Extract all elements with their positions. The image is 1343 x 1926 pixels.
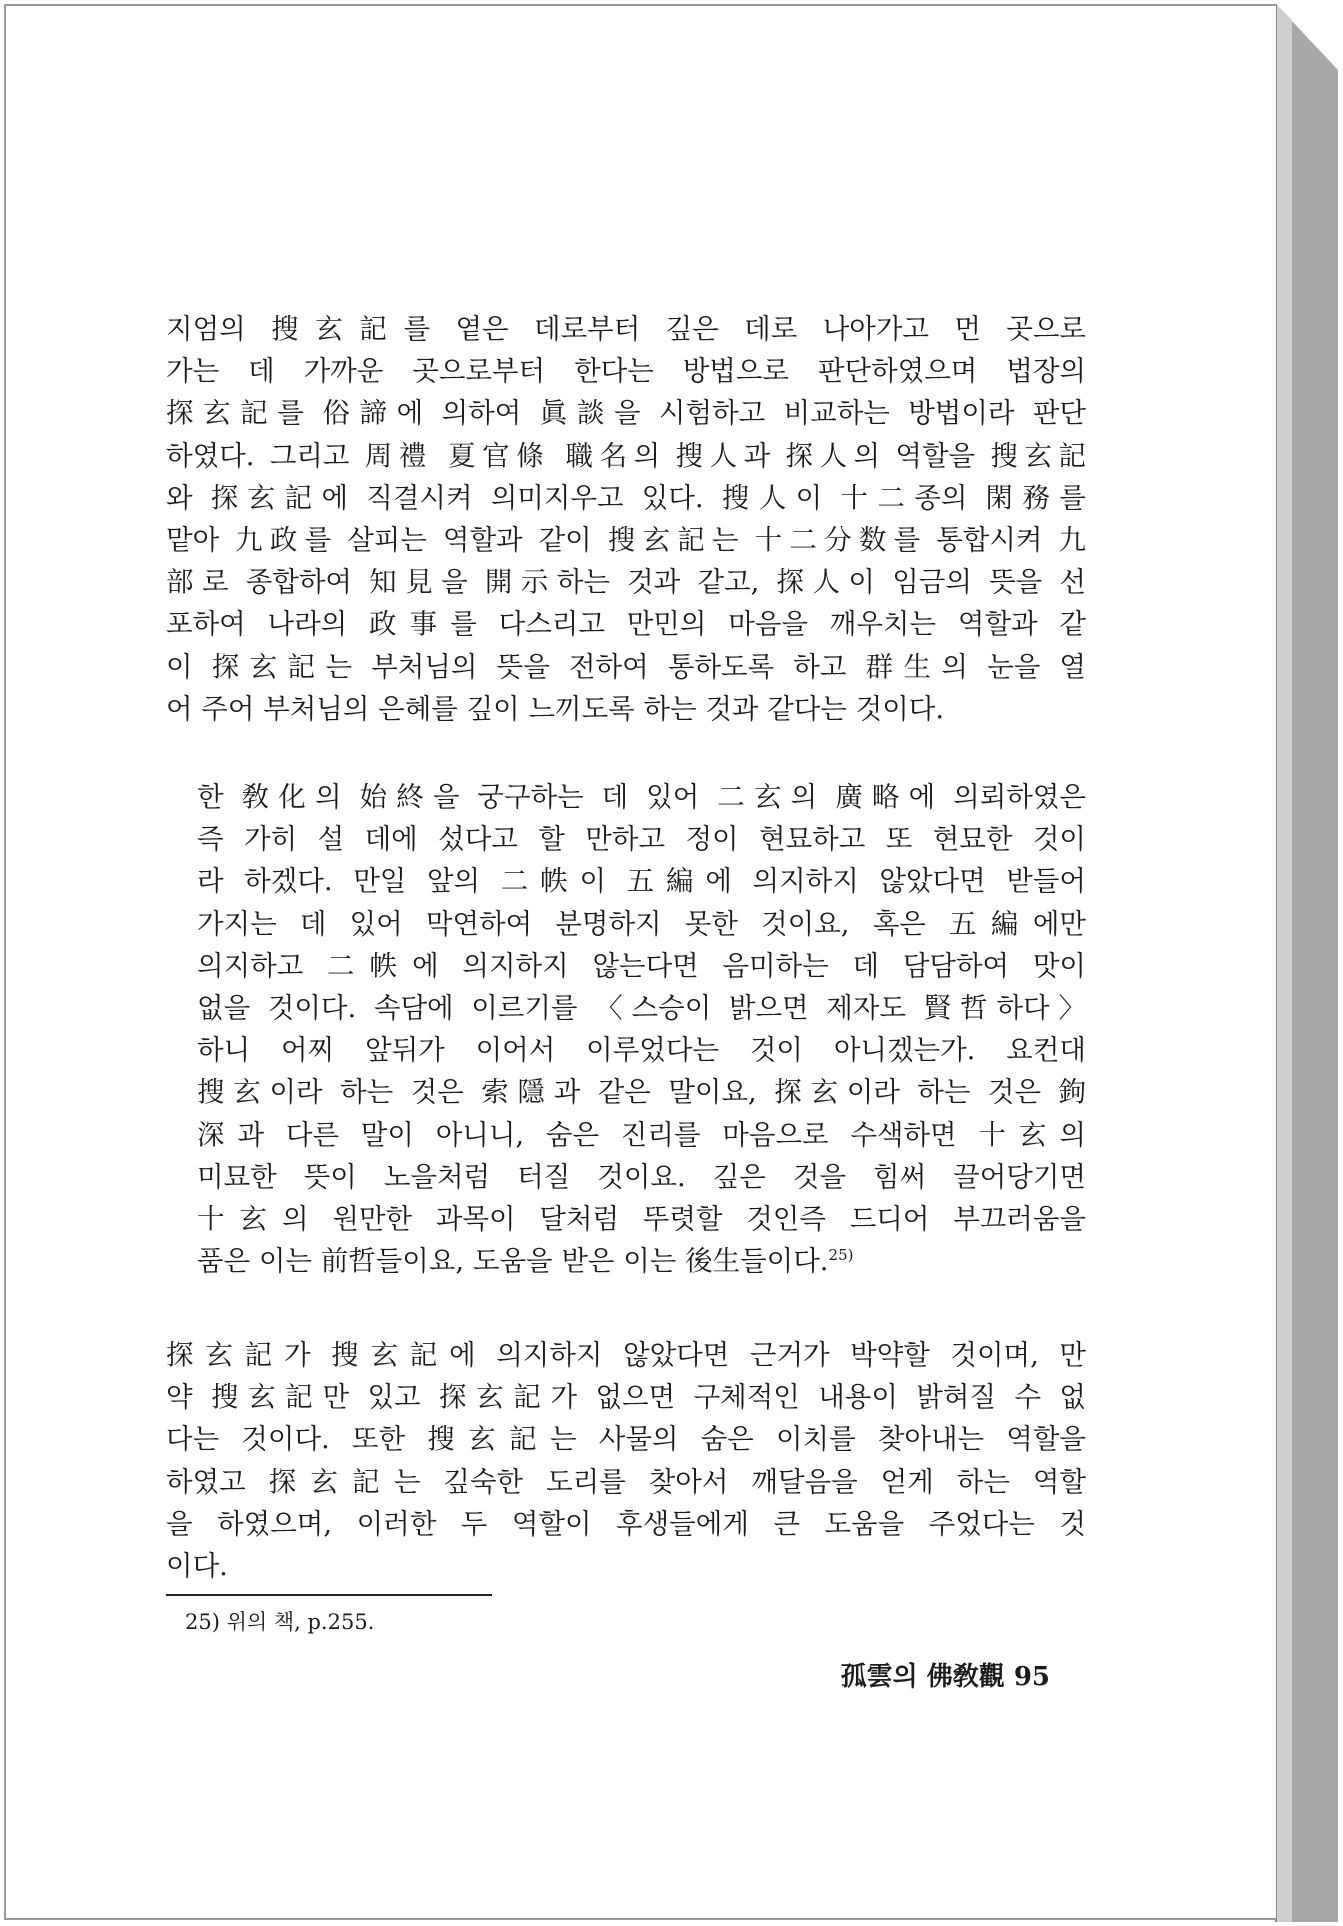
page-number: 95 <box>1013 1662 1050 1692</box>
text-line: 라 하겠다. 만일 앞의 二帙이 五編에 의지하지 않았다면 받들어 <box>197 865 1086 898</box>
text-line: 가는 데 가까운 곳으로부터 한다는 방법으로 판단하였으며 법장의 <box>166 355 1086 388</box>
text-line-content: 품은 이는 前哲들이요, 도움을 받은 이는 後生들이다. <box>197 1245 829 1278</box>
text-line: 이다. <box>166 1550 228 1583</box>
book-side-highlight <box>1276 4 1292 1922</box>
text-line: 가지는 데 있어 막연하여 분명하지 못한 것이요, 혹은 五編에만 <box>197 907 1086 940</box>
text-line: 探玄記가 搜玄記에 의지하지 않았다면 근거가 박약할 것이며, 만 <box>166 1339 1086 1371</box>
text-line: 하였다. 그리고 周禮 夏官條 職名의 搜人과 探人의 역할을 搜玄記 <box>166 439 1086 472</box>
text-line: 을 하였으며, 이러한 두 역할이 후생들에게 큰 도움을 주었다는 것 <box>166 1507 1086 1540</box>
paragraph-1 <box>166 308 1086 730</box>
text-line: 搜玄이라 하는 것은 索隱과 같은 말이요, 探玄이라 하는 것은 鉤 <box>197 1076 1086 1109</box>
text-line: 하였고 探玄記는 깊숙한 도리를 찾아서 깨달음을 얻게 하는 역할 <box>166 1465 1086 1498</box>
text-line <box>197 1240 1086 1282</box>
text-line: 하니 어찌 앞뒤가 이어서 이루었다는 것이 아니겠는가. 요컨대 <box>197 1034 1086 1067</box>
text-line: 약 搜玄記만 있고 探玄記가 없으면 구체적인 내용이 밝혀질 수 없 <box>166 1381 1086 1414</box>
text-line: 部로 종합하여 知見을 開示하는 것과 같고, 探人이 임금의 뜻을 선 <box>166 566 1086 599</box>
text-line: 探玄記를 俗諦에 의하여 眞談을 시험하고 비교하는 방법이라 판단 <box>166 397 1086 430</box>
text-line: 포하여 나라의 政事를 다스리고 만민의 마음을 깨우치는 역할과 같 <box>166 608 1086 641</box>
text-line: 한 敎化의 始終을 궁구하는 데 있어 二玄의 廣略에 의뢰하였은 <box>197 781 1086 813</box>
text-line: 어 주어 부처님의 은혜를 깊이 느끼도록 하는 것과 같다는 것이다. <box>166 692 945 725</box>
text-line: 와 探玄記에 직결시켜 의미지우고 있다. 搜人이 十二종의 閑務를 <box>166 481 1086 514</box>
text-line: 이 探玄記는 부처님의 뜻을 전하여 통하도록 하고 群生의 눈을 열 <box>166 650 1086 683</box>
paragraph-3 <box>166 1334 1086 1587</box>
paragraph-2-quote <box>197 776 1086 1282</box>
footnote-divider <box>166 1594 492 1596</box>
text-line: 없을 것이다. 속담에 이르기를 〈스승이 밝으면 제자도 賢哲하다〉 <box>197 992 1086 1025</box>
text-line: 十玄의 원만한 과목이 달처럼 뚜렷할 것인즉 드디어 부끄러움을 <box>197 1203 1086 1236</box>
running-footer-title: 孤雲의 佛敎觀 <box>840 1662 1005 1692</box>
text-line: 지엄의 搜玄記를 옅은 데로부터 깊은 데로 나아가고 먼 곳으로 <box>166 313 1086 345</box>
running-footer <box>820 1656 1050 1693</box>
footnote-marker[interactable]: 25) <box>828 1246 854 1265</box>
text-line: 맡아 九政를 살피는 역할과 같이 搜玄記는 十二分数를 통합시켜 九 <box>166 524 1086 557</box>
text-line: 의지하고 二帙에 의지하지 않는다면 음미하는 데 담담하여 맛이 <box>197 949 1086 982</box>
text-line: 다는 것이다. 또한 搜玄記는 사물의 숨은 이치를 찾아내는 역할을 <box>166 1423 1086 1456</box>
text-line: 미묘한 뜻이 노을처럼 터질 것이요. 깊은 것을 힘써 끌어당기면 <box>197 1160 1086 1193</box>
text-line: 深과 다른 말이 아니니, 숨은 진리를 마음으로 수색하면 十玄의 <box>197 1118 1086 1151</box>
text-line: 즉 가히 설 데에 섰다고 할 만하고 정이 현묘하고 또 현묘한 것이 <box>197 823 1086 856</box>
footnote: 25) 위의 책, p.255. <box>185 1610 375 1634</box>
